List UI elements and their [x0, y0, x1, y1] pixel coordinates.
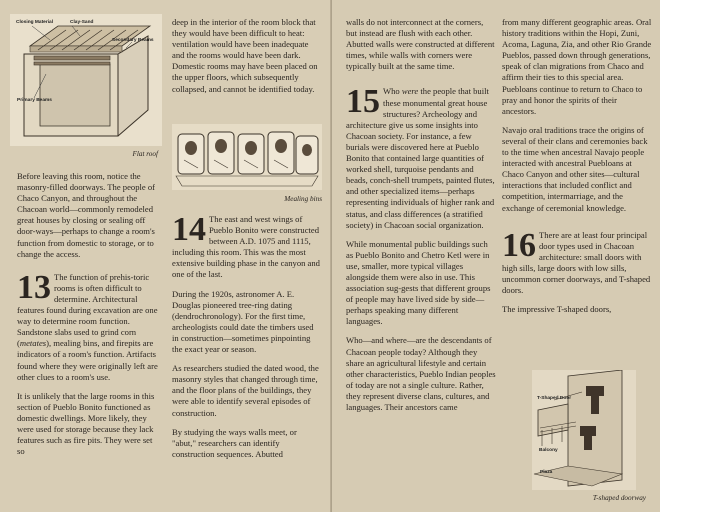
closing-material-label: Closing Material: [16, 20, 54, 25]
t-doors-paragraph: The impressive T-shaped doors,: [502, 304, 612, 315]
tree-ring-paragraph: During the 1920s, astronomer A. E. Douglas pioneered tree-ring dating (dendrochronology). For the first time, archeologists could date the timbers used in construction—sometimes pinpointing the exact year or season.: [172, 288, 314, 355]
section-13-paragraph: 13 The function of prehis-toric rooms is often difficult to determine. Architectural features found during excavation are one way to determine room function. Sandstone slabs used to grind corn (metates), mealing bins, and firepits are indicators of a room's function. Artifacts found where they were originally left are other clues to a room's use.: [17, 268, 158, 382]
left-column-2-lower: [172, 211, 322, 468]
migrations-paragraph: from many different geographic areas. Oral history traditions within the Hopi, Zuni, Acoma, Laguna, Zia, and other Rio Grande Pueblos, passed down through generations, speak of clan migrations from Chaco and affirm their ties to this special area. Puebloans continue to return to Chaco to pray and honor the spirits of their ancestors.: [502, 17, 652, 116]
section-14-number: 14: [172, 211, 206, 248]
plaza-label: Plaza: [540, 470, 553, 475]
navajo-paragraph: Navajo oral traditions trace the origins of several of their clans and ceremonies back to the time when ancestral Navajo people interacted with ancestral Puebloans at Chaco Canyon and other sites—cultural interactions that included conflict and competition, intermarriage, and the exchange of ceremonial knowledge.: [502, 124, 648, 213]
public-buildings-paragraph: While monumental public buildings such as Pueblo Bonito and Chetro Ketl were in use, smaller, more typical villages alongside them were also in use. This association sug-gests that different groups of people may have lived side by side—perhaps speaking many different languages.: [346, 238, 491, 327]
section-15-number: 15: [346, 83, 380, 121]
t-door-caption: T-shaped doorway: [592, 494, 646, 502]
flat-roof-caption: Flat roof: [132, 150, 158, 158]
secondary-beams-label: Secondary Beams: [112, 38, 154, 43]
left-column-1: [17, 171, 162, 465]
mealing-bins-caption: Mealing bins: [284, 195, 322, 203]
descendants-paragraph: Who—and where—are the descendants of Chacoan people today? Although they share an agricultural lifestyle and certain other characteristics, Pueblo Indian peoples of today are not a single culture. Rather, they represent diverse clans, cultures, and languages. Their ancestors came: [346, 335, 496, 412]
flat-roof-illustration: [10, 14, 162, 146]
right-column-1: [346, 17, 496, 421]
left-column-2: [172, 17, 322, 103]
t-shaped-door-label: T-Shaped Door: [537, 396, 572, 401]
section-16-number: 16: [502, 226, 536, 264]
section-14-paragraph: 14 The east and west wings of Pueblo Bonito were constructed between A.D. 1075 and 1115, including this room. This was the most extensive building phase in the canyon and one of the last.: [172, 211, 320, 280]
room-interior-paragraph: deep in the interior of the room block that they would have been difficult to heat: ventilation would have been inadequate and the rooms would have been dark. Domestic rooms may have been placed on the upper floors, which subsequently collapsed, and cannot be identified today.: [172, 17, 318, 94]
section-15-paragraph: 15 Who were the people that built these monumental great house structures? Archeology and architecture give us some insights into Chacoan society. For instance, a few burials were discovered here at Pueblo Bonito that contained large quantities of worked shell, turquoise pendants and beads, conch-shell trumpets, painted flutes, and other specialized items—perhaps representing individuals of higher rank and status, and class differences (a stratified society) in Chacoan social organization.: [346, 83, 495, 230]
doorways-paragraph: Before leaving this room, notice the masonry-filled doorways. The people of Chaco Canyon, and throughout the Chacoan world—commonly remodeled great houses by closing or sealing off door-ways—perhaps to change a room's function from domestic to storage, or to change the access.: [17, 171, 156, 259]
section-13-number: 13: [17, 268, 51, 306]
abutted-walls-paragraph: By studying the ways walls meet, or "abut," researchers can identify construction sequences. Abutted: [172, 426, 297, 459]
large-rooms-paragraph: It is unlikely that the large rooms in this section of Pueblo Bonito functioned as domestic dwellings. More likely, they were used for storage because they lack features such as fire pits. They were set so: [17, 390, 155, 457]
section-16-paragraph: 16 There are at least four principal door types used in Chacoan architecture: small doors with high sills, large doors with low sills, uncommon corner doorways, and T-shaped doors.: [502, 226, 651, 296]
right-page: [332, 0, 660, 512]
left-page: [0, 0, 332, 512]
clay-sand-label: Clay-Sand: [70, 20, 94, 25]
balcony-label: Balcony: [539, 448, 558, 453]
mealing-bins-illustration: [172, 124, 322, 190]
primary-beams-label: Primary Beams: [17, 98, 52, 103]
right-column-2: [502, 17, 652, 323]
abutted-walls-continued: walls do not interconnect at the corners, but instead are flush with each other. Abutted walls were constructed at different times, while walls with corners were typically built at the same time.: [346, 17, 495, 72]
dated-wood-paragraph: As researchers studied the dated wood, the masonry styles that changed through time, and the floor plans of the buildings, they were able to identify several episodes of construction.: [172, 363, 319, 418]
